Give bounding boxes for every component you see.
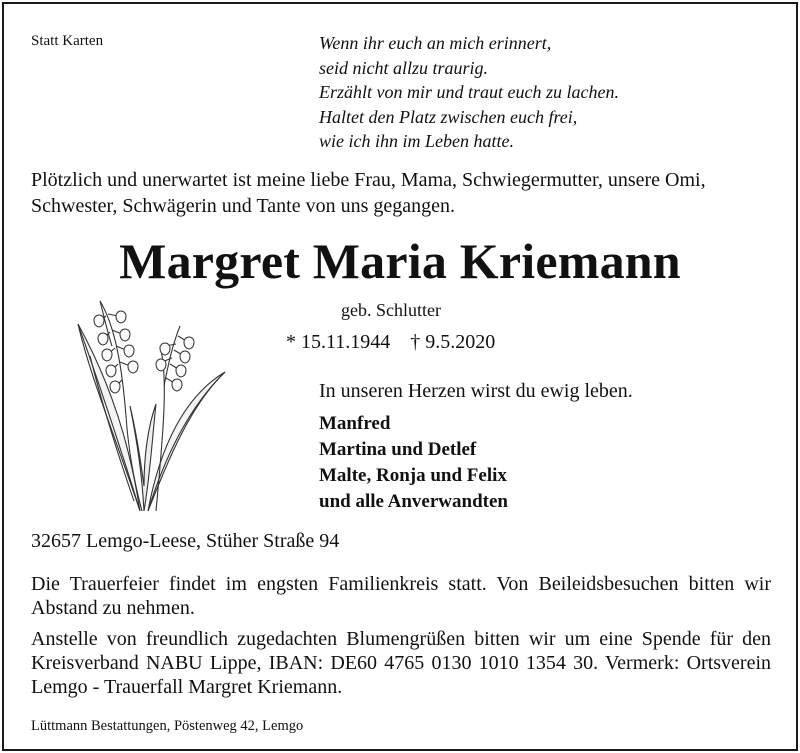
family-member: Malte, Ronja und Felix <box>319 465 507 486</box>
funeral-info-paragraph: Die Trauerfeier findet im engsten Familienkreis statt. Von Beileidsbesuchen bitten wir Abstand zu nehmen. <box>31 573 771 619</box>
poem-line: Haltet den Platz zwischen euch frei, <box>319 106 578 127</box>
family-member: Martina und Detlef <box>319 439 477 460</box>
birth-date: * 15.11.1944 <box>286 331 391 353</box>
family-member: Manfred <box>319 413 391 434</box>
life-dates <box>286 331 495 354</box>
birth-name: geb. Schlutter <box>341 300 441 320</box>
intro-text: Plötzlich und unerwartet ist meine liebe Frau, Mama, Schwiegermutter, unsere Omi, Schwester, Schwägerin und Tante von uns gegangen. <box>31 169 706 217</box>
address: 32657 Lemgo-Leese, Stüher Straße 94 <box>31 530 340 552</box>
poem-line: seid nicht allzu traurig. <box>319 57 489 78</box>
deceased-name: Margret Maria Kriemann <box>119 233 681 289</box>
donation-paragraph: Anstelle von freundlich zugedachten Blumengrüßen bitten wir um eine Spende für den Kreisverband NABU Lippe, IBAN: DE60 4765 0130 1010 1354 30. Vermerk: Ortsverein Lemgo - Trauerfall Margret Kriemann. <box>31 628 771 698</box>
poem <box>319 31 619 154</box>
heart-line: In unseren Herzen wirst du ewig leben. <box>319 380 633 402</box>
family-member: und alle Anverwandten <box>319 491 508 512</box>
footer-text: Lüttmann Bestattungen, Pöstenweg 42, Lemgo <box>31 718 304 734</box>
lily-of-the-valley-icon <box>60 286 230 518</box>
poem-line: wie ich ihn im Leben hatte. <box>319 131 514 151</box>
header-left-text: Statt Karten <box>31 33 104 49</box>
family-list <box>319 411 508 515</box>
poem-line: Erzählt von mir und traut euch zu lachen. <box>319 82 619 102</box>
death-date: † 9.5.2020 <box>410 331 496 353</box>
poem-line: Wenn ihr euch an mich erinnert, <box>319 33 552 53</box>
